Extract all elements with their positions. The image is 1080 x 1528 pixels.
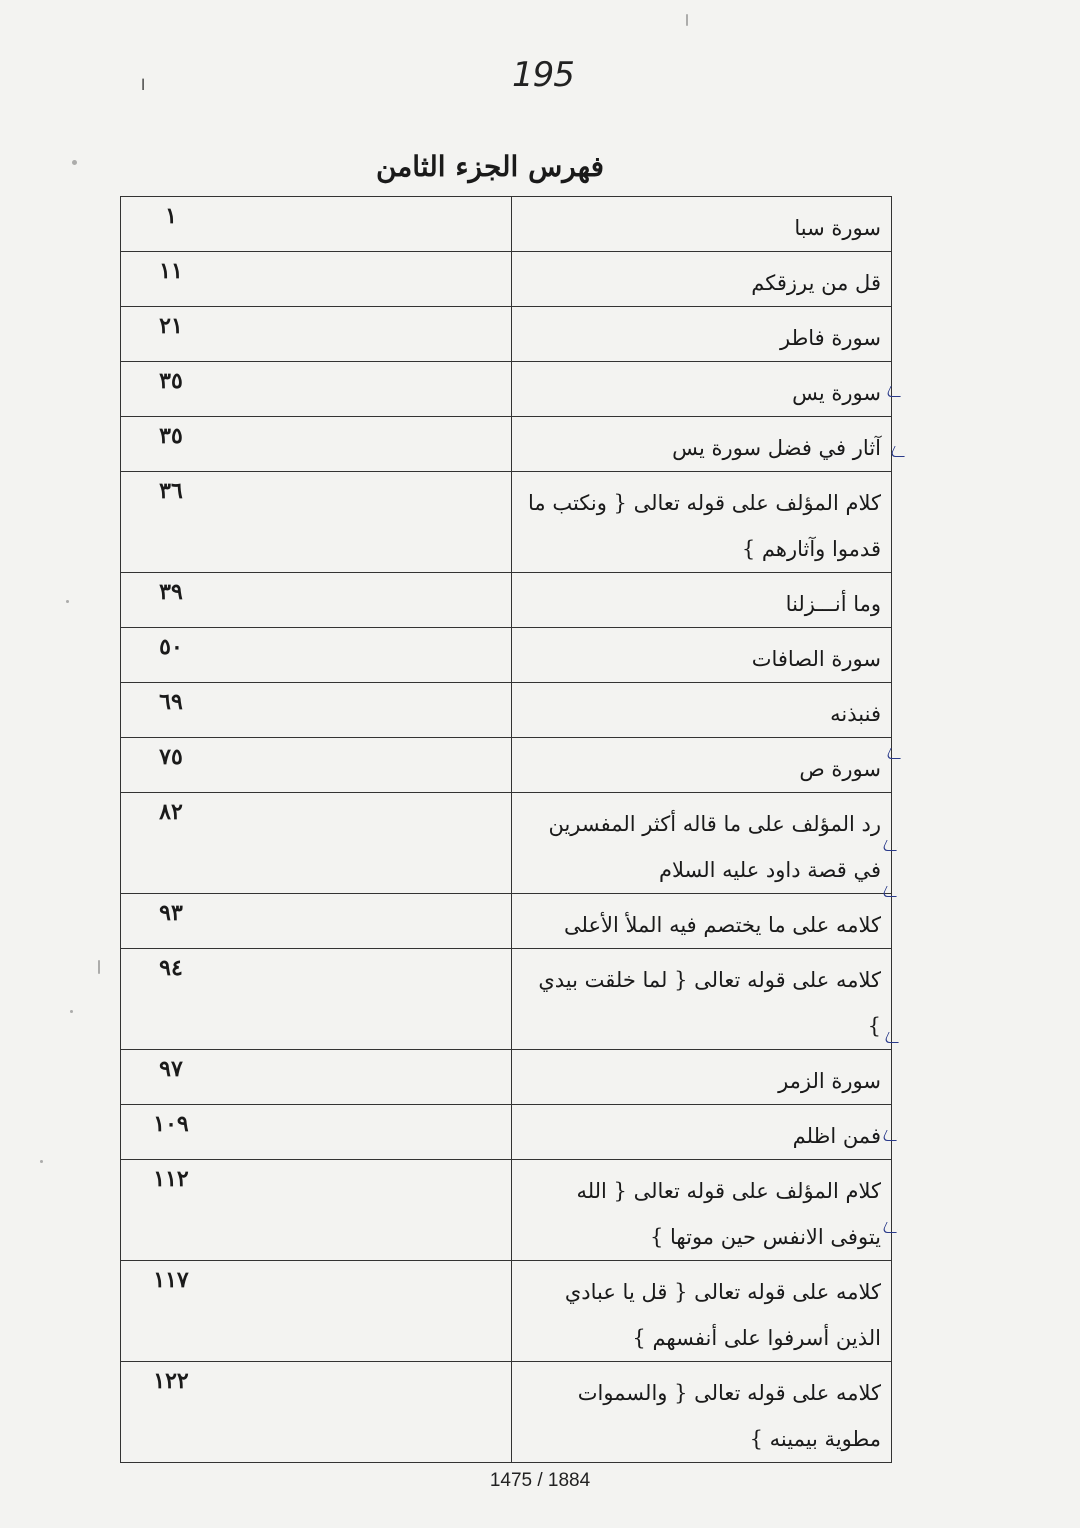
- page-cell: [121, 573, 512, 628]
- entry-cell: سورة فاطر: [512, 307, 892, 362]
- page-number: ٧٥: [159, 744, 183, 770]
- page-number: ١١: [159, 258, 183, 284]
- entry-cell: كلامه على قوله تعالى { والسموات مطوية بيمينه }: [512, 1362, 892, 1463]
- table-row: [121, 628, 892, 683]
- entry-cell: سورة الصافات: [512, 628, 892, 683]
- page-cell: [121, 894, 512, 949]
- entry-cell: آثار في فضل سورة يس: [512, 417, 892, 472]
- table-row: [121, 197, 892, 252]
- table-row: [121, 1362, 892, 1463]
- entry-cell: فمن اظلم: [512, 1105, 892, 1160]
- entry-cell: قل من يرزقكم: [512, 252, 892, 307]
- table-row: [121, 362, 892, 417]
- entry-cell: سورة الزمر: [512, 1050, 892, 1105]
- table-row: [121, 573, 892, 628]
- page-number: ١٢٢: [153, 1368, 189, 1394]
- entry-cell: كلام المؤلف على قوله تعالى { الله يتوفى الانفس حين موتها }: [512, 1160, 892, 1261]
- scan-speck: [72, 160, 77, 165]
- table-row: [121, 417, 892, 472]
- entry-cell: كلامه على ما يختصم فيه الملأ الأعلى: [512, 894, 892, 949]
- table-row: [121, 949, 892, 1050]
- entry-cell: رد المؤلف على ما قاله أكثر المفسرين في قصة داود عليه السلام: [512, 793, 892, 894]
- page-cell: [121, 417, 512, 472]
- page-cell: [121, 1105, 512, 1160]
- page-cell: [121, 1362, 512, 1463]
- table-row: [121, 1105, 892, 1160]
- page-number: ٣٥: [159, 423, 183, 449]
- table-row: [121, 1261, 892, 1362]
- page-cell: [121, 472, 512, 573]
- table-row: [121, 1050, 892, 1105]
- page-cell: [121, 949, 512, 1050]
- table-row: [121, 1160, 892, 1261]
- page-cell: [121, 628, 512, 683]
- entry-cell: سورة يس: [512, 362, 892, 417]
- entry-cell: سورة ص: [512, 738, 892, 793]
- page-cell: [121, 197, 512, 252]
- page-cell: [121, 362, 512, 417]
- index-table: [120, 196, 892, 1463]
- handwritten-page-number: 195: [512, 55, 574, 95]
- handwritten-check-icon: [881, 840, 901, 851]
- page-number: ٣٩: [159, 579, 183, 605]
- entry-cell: كلامه على قوله تعالى { قل يا عبادي الذين أسرفوا على أنفسهم }: [512, 1261, 892, 1362]
- page-cell: [121, 1261, 512, 1362]
- page-cell: [121, 1160, 512, 1261]
- page-number: ١١٧: [153, 1267, 189, 1293]
- handwritten-check-icon: [881, 1130, 901, 1141]
- page-cell: [121, 738, 512, 793]
- handwritten-check-icon: [889, 446, 909, 457]
- page-cell: [121, 252, 512, 307]
- scan-speck: [66, 600, 69, 603]
- page-counter: 1475 / 1884: [489, 1470, 591, 1491]
- handwritten-check-icon: [885, 748, 905, 759]
- table-row: [121, 307, 892, 362]
- scan-speck: [40, 1160, 43, 1163]
- page-number: ٣٦: [159, 478, 183, 504]
- page-number: ١١٢: [153, 1166, 189, 1192]
- handwritten-check-icon: [883, 1032, 903, 1043]
- page-number: ١: [165, 203, 177, 229]
- table-row: [121, 683, 892, 738]
- page-cell: [121, 683, 512, 738]
- entry-cell: فنبذنه: [512, 683, 892, 738]
- page-cell: [121, 793, 512, 894]
- page-number: ٩٧: [159, 1056, 183, 1082]
- page-number: ٦٩: [159, 689, 183, 715]
- page-number: ١٠٩: [153, 1111, 189, 1137]
- entry-cell: سورة سبا: [512, 197, 892, 252]
- scan-speck: [686, 14, 688, 26]
- page-number: ٩٤: [159, 955, 183, 981]
- table-row: [121, 472, 892, 573]
- entry-cell: كلامه على قوله تعالى { لما خلقت بيدي }: [512, 949, 892, 1050]
- page-number: ٩٣: [159, 900, 183, 926]
- corner-mark: ا: [141, 76, 146, 94]
- table-row: [121, 738, 892, 793]
- table-row: [121, 894, 892, 949]
- page-number: ٨٢: [159, 799, 183, 825]
- page-title: فهرس الجزء الثامن: [375, 150, 605, 183]
- scan-speck: [70, 1010, 73, 1013]
- page-cell: [121, 307, 512, 362]
- handwritten-check-icon: [885, 386, 905, 397]
- page-number: ٣٥: [159, 368, 183, 394]
- entry-cell: وما أنـــزلنا: [512, 573, 892, 628]
- handwritten-check-icon: [881, 1222, 901, 1233]
- page-number: ٥٠: [159, 634, 183, 660]
- scan-speck: [98, 960, 100, 974]
- table-row: [121, 793, 892, 894]
- entry-cell: كلام المؤلف على قوله تعالى { ونكتب ما قدموا وآثارهم }: [512, 472, 892, 573]
- page-number: ٢١: [159, 313, 183, 339]
- handwritten-check-icon: [881, 886, 901, 897]
- table-row: [121, 252, 892, 307]
- page-cell: [121, 1050, 512, 1105]
